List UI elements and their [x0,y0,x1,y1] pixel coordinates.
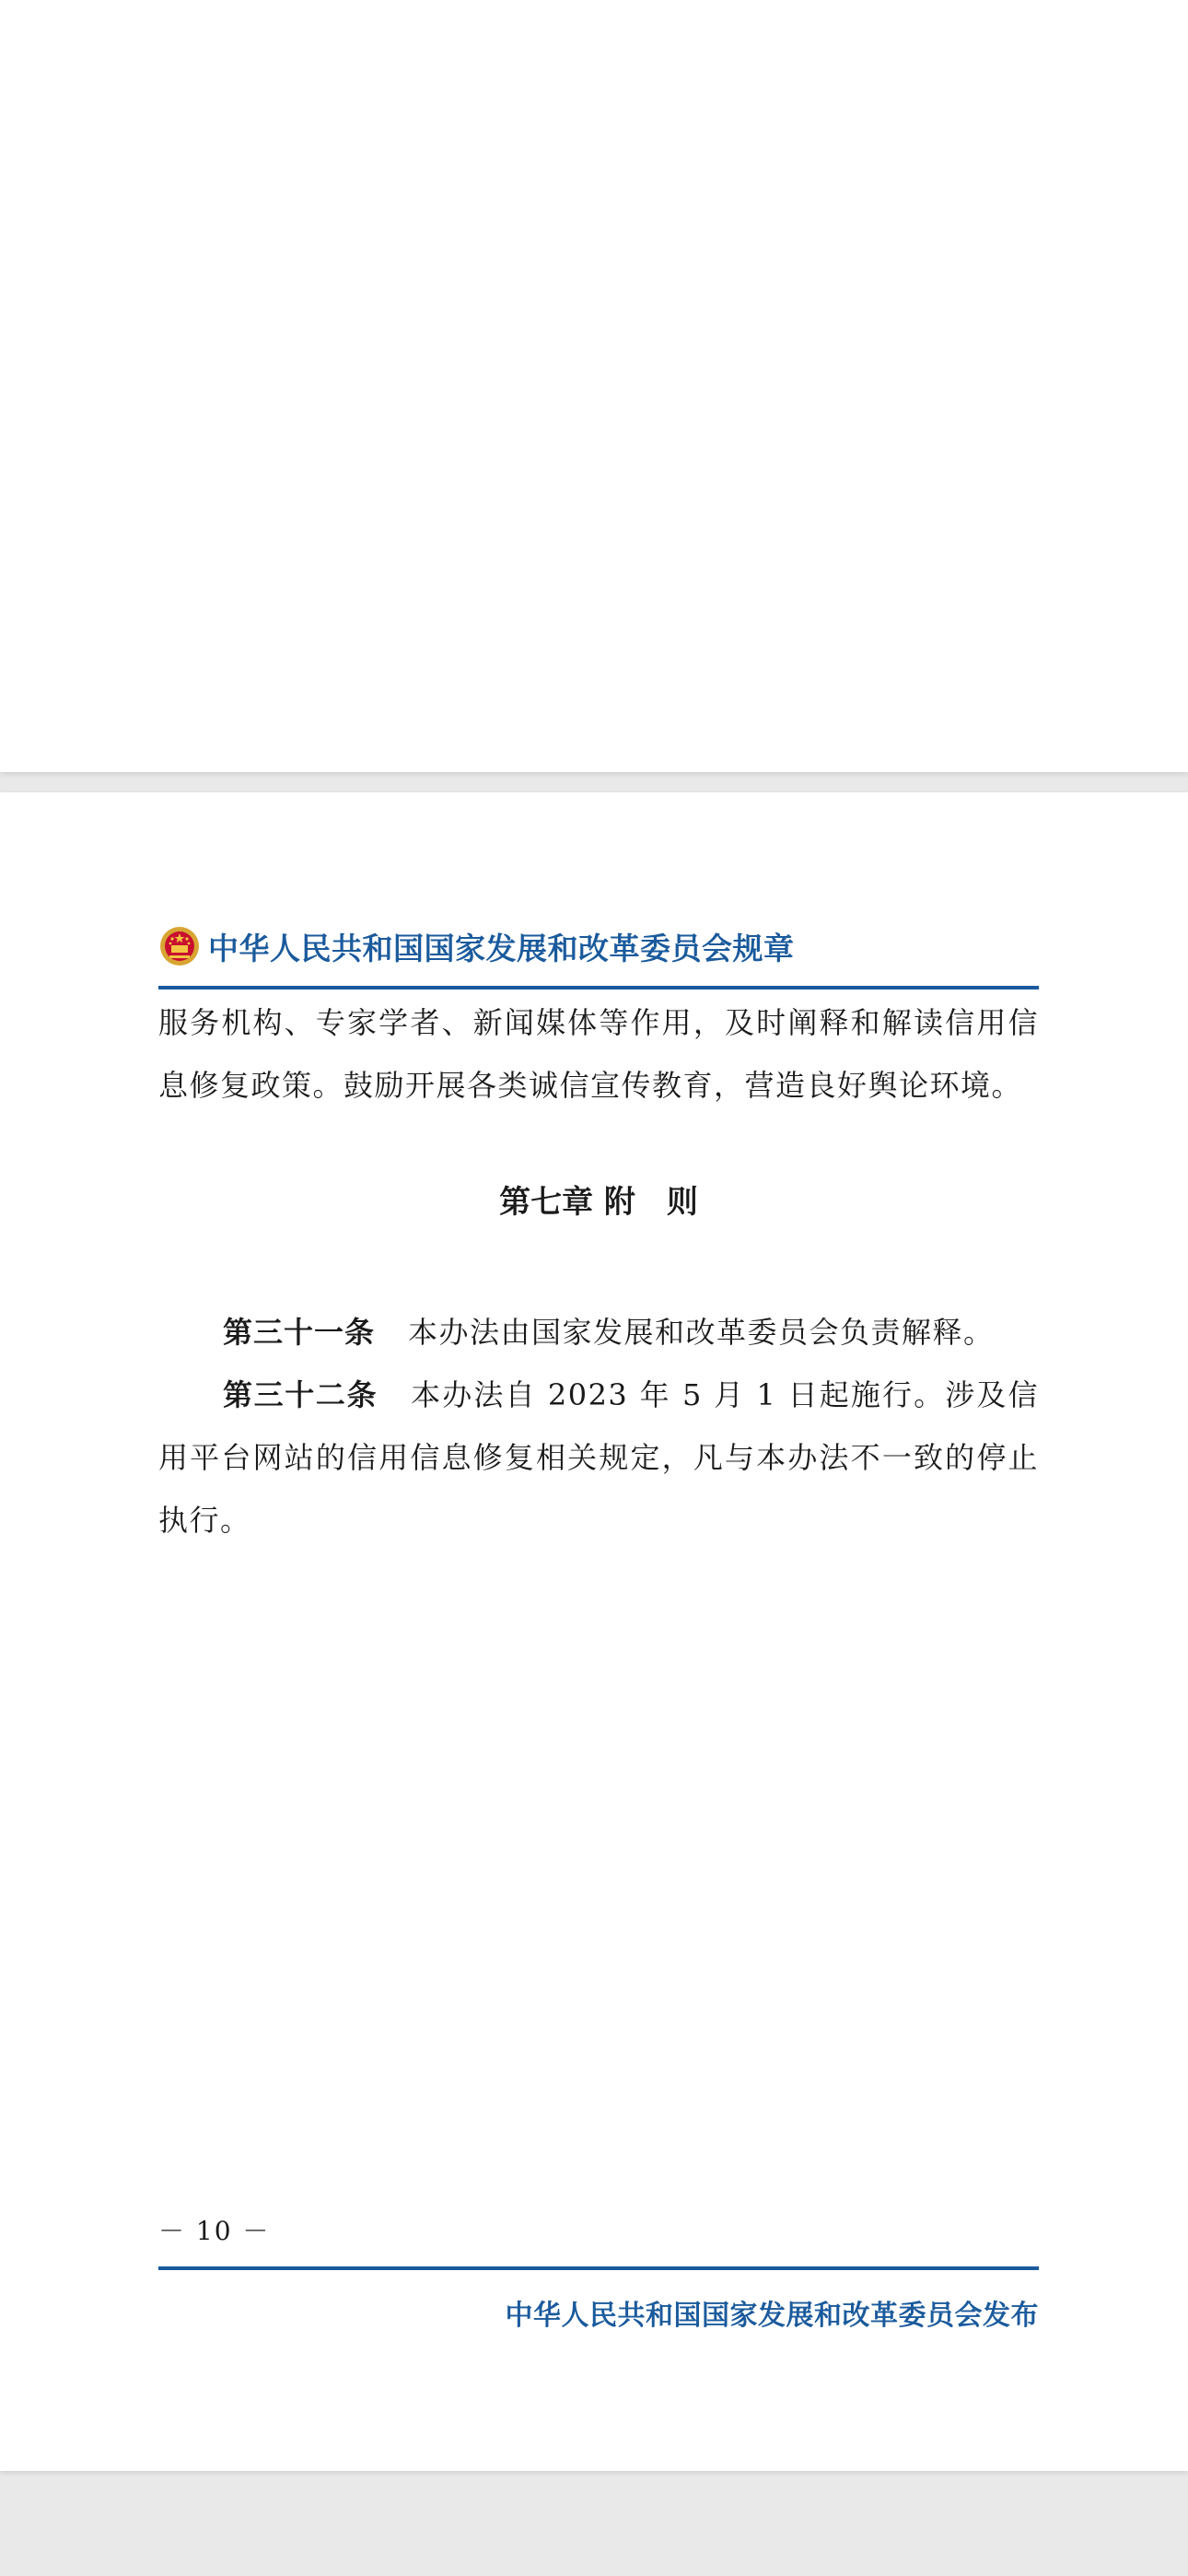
footer-rule [158,2266,1039,2270]
header-rule [158,986,1039,989]
article-31 [158,1301,1039,1364]
page-number: － 10 － [158,2216,271,2246]
article-32 [158,1364,1039,1551]
chapter-title: 第七章 附 则 [499,1184,698,1221]
previous-page [0,0,1188,772]
national-emblem-icon [158,925,201,967]
current-page [0,792,1188,2471]
footer-publisher: 中华人民共和国国家发展和改革委员会发布 [505,2300,1039,2332]
article-text: 本办法由国家发展和改革委员会负责解释。 [408,1315,995,1350]
article-label: 第三十二条 [223,1377,379,1412]
continued-paragraph: 服务机构、专家学者、新闻媒体等作用，及时阐释和解读信用信息修复政策。鼓励开展各类诚信宣传教育，营造良好舆论环境。 [158,1005,1039,1103]
article-text: 本办法自 2023 年 5 月 1 日起施行。涉及信用平台网站的信用信息修复相关规定，凡与本办法不一致的停止执行。 [158,1377,1039,1538]
page-header [158,921,1039,971]
article-label: 第三十一条 [223,1315,376,1350]
header-title: 中华人民共和国国家发展和改革委员会规章 [208,930,795,966]
